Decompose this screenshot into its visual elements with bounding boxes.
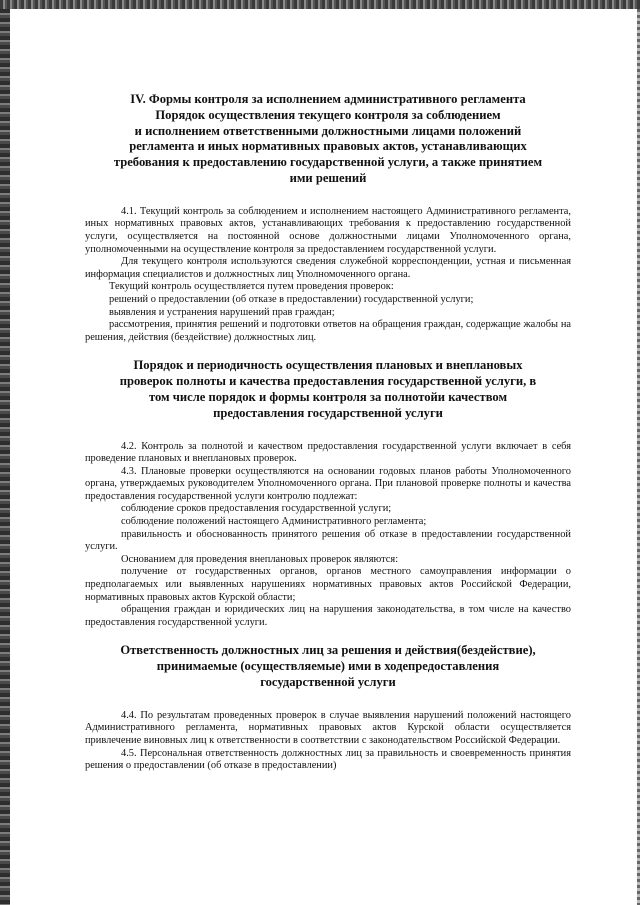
list-item-deadlines: соблюдение сроков предоставления государственной услуги;	[121, 503, 392, 515]
paragraph-current-control-sources: Для текущего контроля используются сведения служебной корреспонденции, устная и письменная информация специалистов и должностных лиц Уполномоченного органа.	[85, 256, 571, 280]
paragraph-4-3: 4.3. Плановые проверки осуществляются на основании годовых планов работы Уполномоченного органа, утверждаемых руководителем Уполномоченного органа. При плановой проверке полноты и качества предоставления государственной услуги контролю подлежат:	[85, 465, 571, 502]
list-item-violations: выявления и устранения нарушений прав граждан;	[109, 306, 335, 318]
paragraph-4-5: 4.5. Персональная ответственность должностных лиц за правильность и своевременность принятия решения о предоставлении (об отказе в предоставлении)	[85, 747, 571, 772]
paragraph-4-1: 4.1. Текущий контроль за соблюдением и исполнением настоящего Административного регламента, иных нормативных правовых актов, устанавливающих требования к предоставлению государственной услуги, осуществляется на постоянной основе должностными лицами Уполномоченного органа, уполномоченными на осуществление контроля за предоставлением государственной услуги.	[85, 205, 571, 255]
document-page	[85, 92, 571, 773]
paragraph-unscheduled-grounds: Основанием для проведения внеплановых проверок являются:	[121, 553, 399, 565]
list-item-decisions: решений о предоставлении (об отказе в предоставлении) государственной услуги;	[109, 293, 474, 305]
section-heading-inspections: Порядок и периодичность осуществления плановых и внеплановых проверок полноты и качества предоставления государственной услуги, в том числе порядок и формы контроля за полнотойи качеством предоставления государственной услуги	[119, 358, 537, 420]
section-heading-control-forms: IV. Формы контроля за исполнением административного регламента Порядок осуществления текущего контроля за соблюдением и исполнением ответственными должностными лицами положений регламента и иных нормативных правовых актов, устанавливающих требования к предоставлению государственной услуги, а также принятием ими решений	[113, 92, 543, 185]
list-item-regulation-compliance: соблюдение положений настоящего Административного регламента;	[121, 516, 427, 528]
paragraph-4-4: 4.4. По результатам проведенных проверок в случае выявления нарушений положений настоящего Административного регламента, нормативных правовых актов Курской области осуществляется привлечение виновных лиц к ответственности в соответствии с законодательством Российской Федерации.	[85, 709, 571, 746]
paragraph-4-2: 4.2. Контроль за полнотой и качеством предоставления государственной услуги включает в себя проведение плановых и внеплановых проверок.	[85, 440, 571, 465]
section-heading-responsibility: Ответственность должностных лиц за решения и действия(бездействие), принимаемые (осуществляемые) ими в ходепредоставления государственной услуги	[120, 643, 536, 689]
list-item-citizen-complaints: обращения граждан и юридических лиц на нарушения законодательства, в том числе на качество предоставления государственной услуги.	[85, 604, 571, 628]
paragraph-current-control-method: Текущий контроль осуществляется путем проведения проверок:	[109, 281, 394, 293]
list-item-government-info: получение от государственных органов, органов местного самоуправления информации о предполагаемых или выявленных нарушениях нормативных правовых актов Российской Федерации, нормативных правовых актов Курской области;	[85, 566, 571, 603]
list-item-refusal-validity: правильность и обоснованность принятого решения об отказе в предоставлении государственной услуги.	[85, 528, 571, 553]
scan-edge-top	[0, 0, 640, 9]
scan-edge-left	[0, 9, 10, 905]
list-item-appeals: рассмотрения, принятия решений и подготовки ответов на обращения граждан, содержащие жалобы на решения, действия (бездействие) должностных лиц.	[85, 319, 571, 343]
